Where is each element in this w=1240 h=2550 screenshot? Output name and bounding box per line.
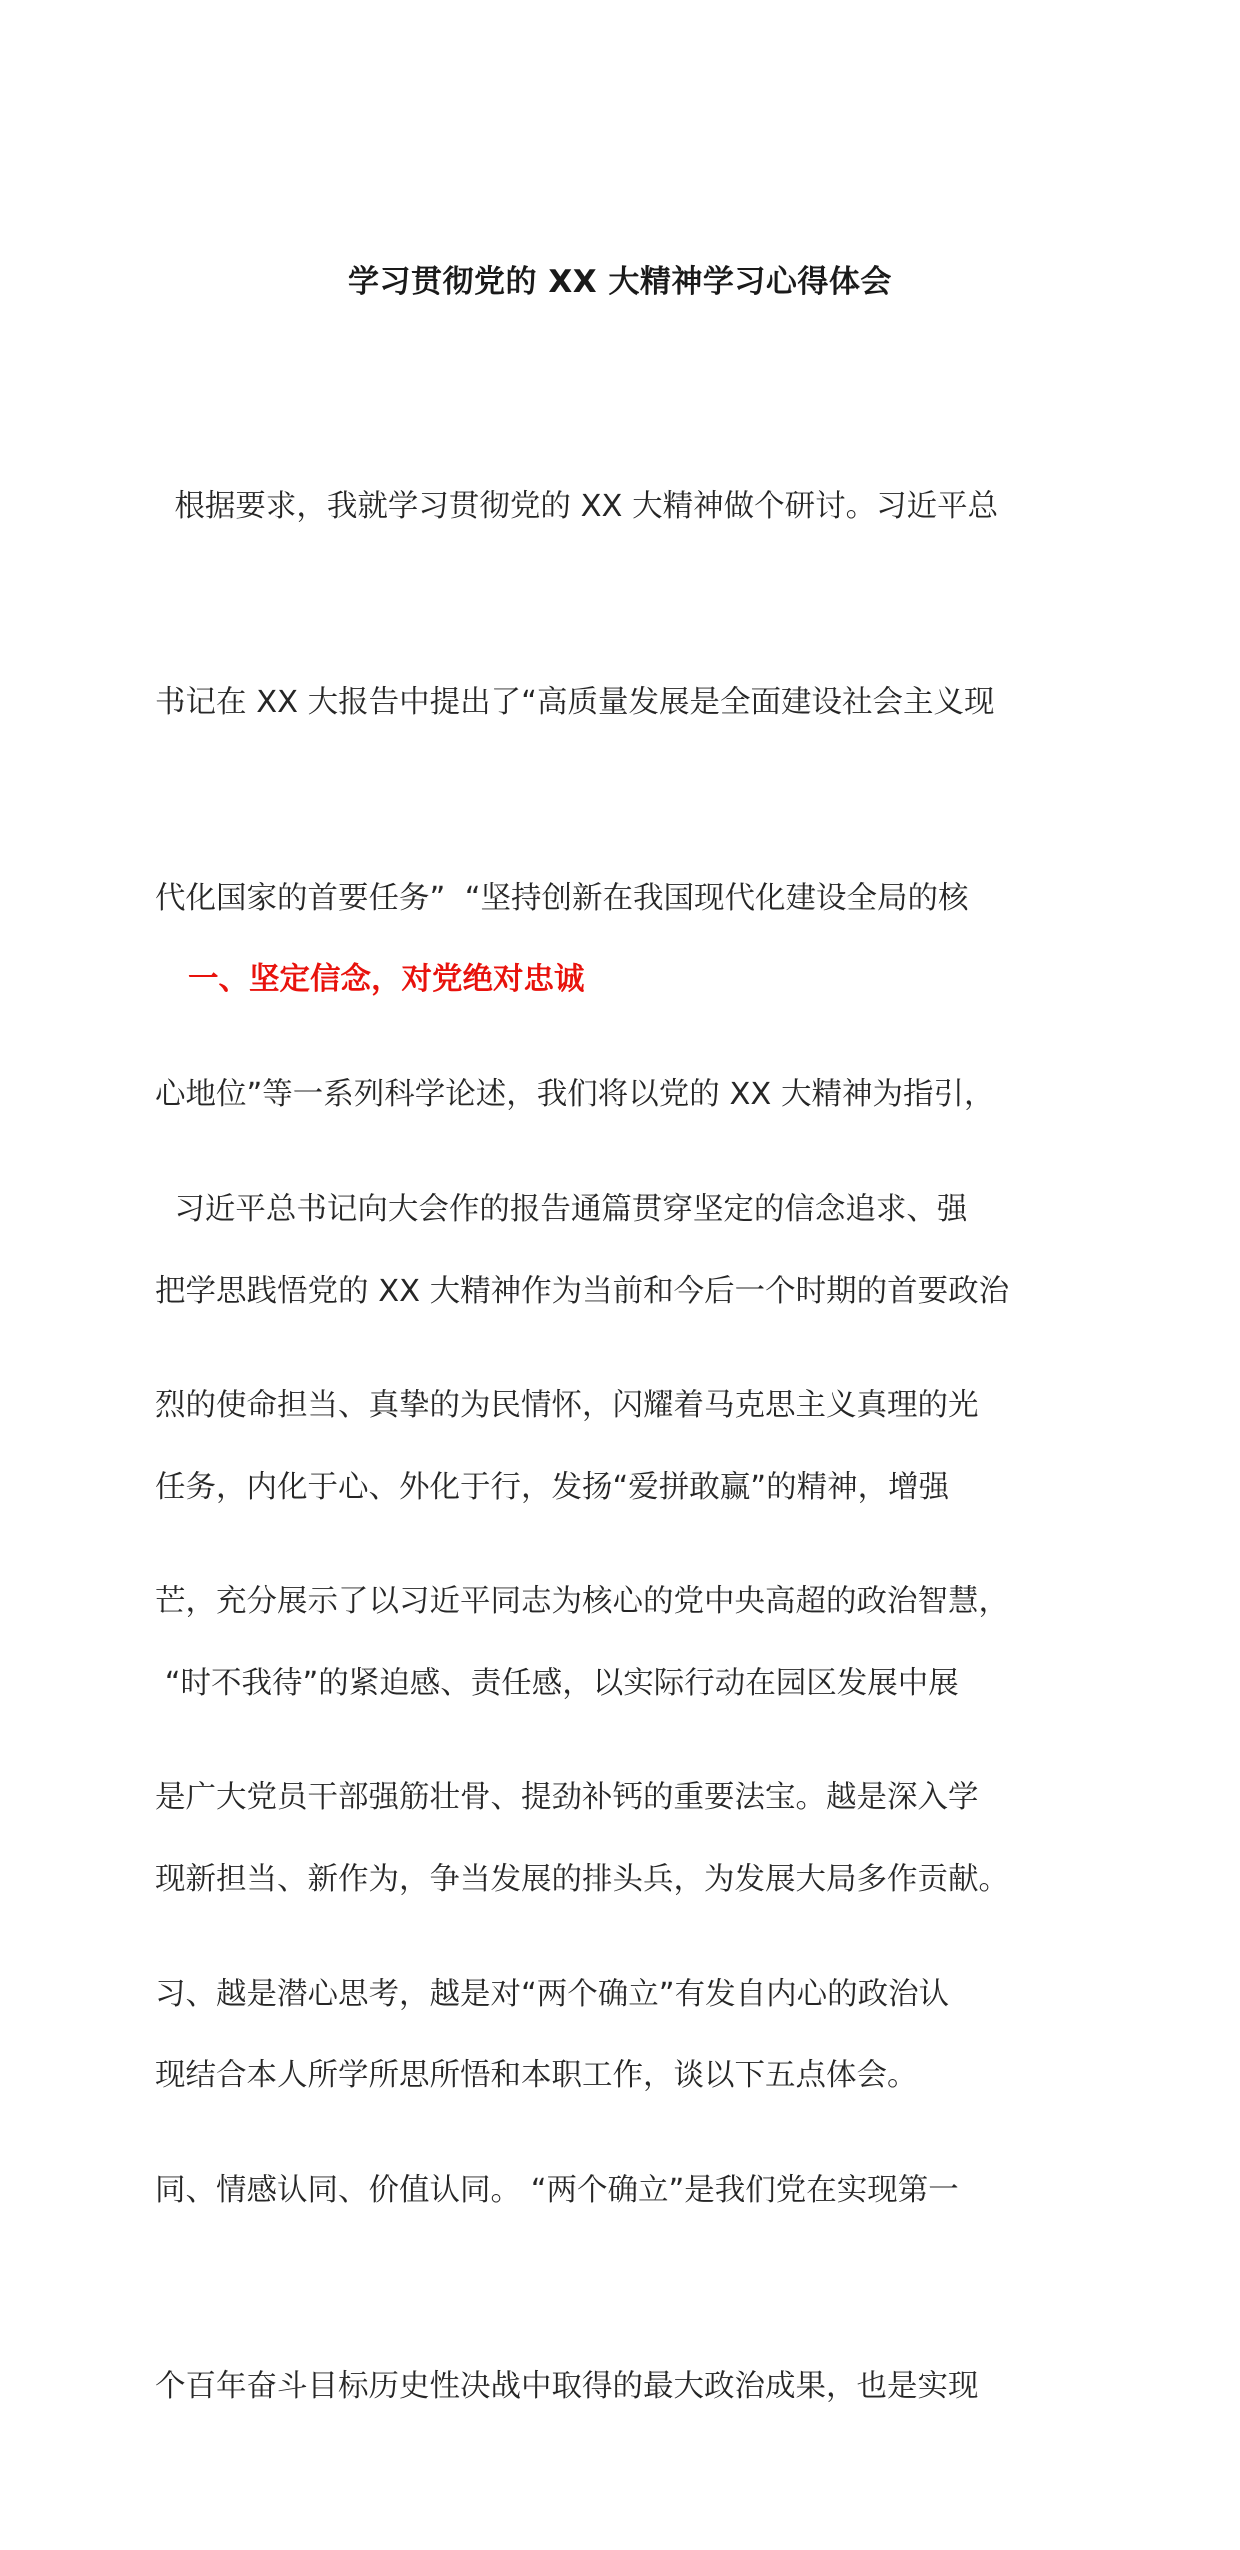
paragraph-line: 把学思践悟党的 XX 大精神作为当前和今后一个时期的首要政治 — [155, 1273, 1010, 1309]
section-heading-1: 一、坚定信念，对党绝对忠诚 — [188, 962, 585, 997]
paragraph-line: 习、越是潜心思考，越是对“两个确立”有发自内心的政治认 — [155, 1976, 950, 2012]
paragraph-line: 任务，内化于心、外化于行，发扬“爱拼敢赢”的精神，增强 — [155, 1469, 950, 1505]
paragraph-line: 根据要求，我就学习贯彻党的 XX 大精神做个研讨。习近平总 — [155, 488, 999, 524]
paragraph-line: 是广大党员干部强筋壮骨、提劲补钙的重要法宝。越是深入学 — [155, 1780, 979, 1816]
paragraph-line: 心地位”等一系列科学论述，我们将以党的 XX 大精神为指引， — [155, 1077, 995, 1113]
paragraph-line: 个百年奋斗目标历史性决战中取得的最大政治成果，也是实现 — [155, 2369, 979, 2405]
paragraph-line: 书记在 XX 大报告中提出了“高质量发展是全面建设社会主义现 — [155, 685, 995, 721]
paragraph-line: 现新担当、新作为，争当发展的排头兵，为发展大局多作贡献。 — [155, 1862, 1009, 1898]
paragraph-line: 现结合本人所学所思所悟和本职工作，谈以下五点体会。 — [155, 2058, 918, 2094]
paragraph-line: 习近平总书记向大会作的报告通篇贯穿坚定的信念追求、强 — [155, 1191, 968, 1227]
paragraph-line: “时不我待”的紧迫感、责任感，以实际行动在园区发展中展 — [155, 1666, 959, 1702]
paragraph-section-1 — [155, 1046, 1095, 2550]
paragraph-line: 烈的使命担当、真挚的为民情怀，闪耀着马克思主义真理的光 — [155, 1388, 979, 1424]
document-title: 学习贯彻党的 XX 大精神学习心得体会 — [348, 264, 892, 300]
paragraph-line: 芒，充分展示了以习近平同志为核心的党中央高超的政治智慧， — [155, 1584, 1009, 1620]
paragraph-line: 代化国家的首要任务” “坚持创新在我国现代化建设全局的核 — [155, 881, 969, 917]
paragraph-line: 同、情感认同、价值认同。 “两个确立”是我们党在实现第一 — [155, 2172, 959, 2208]
